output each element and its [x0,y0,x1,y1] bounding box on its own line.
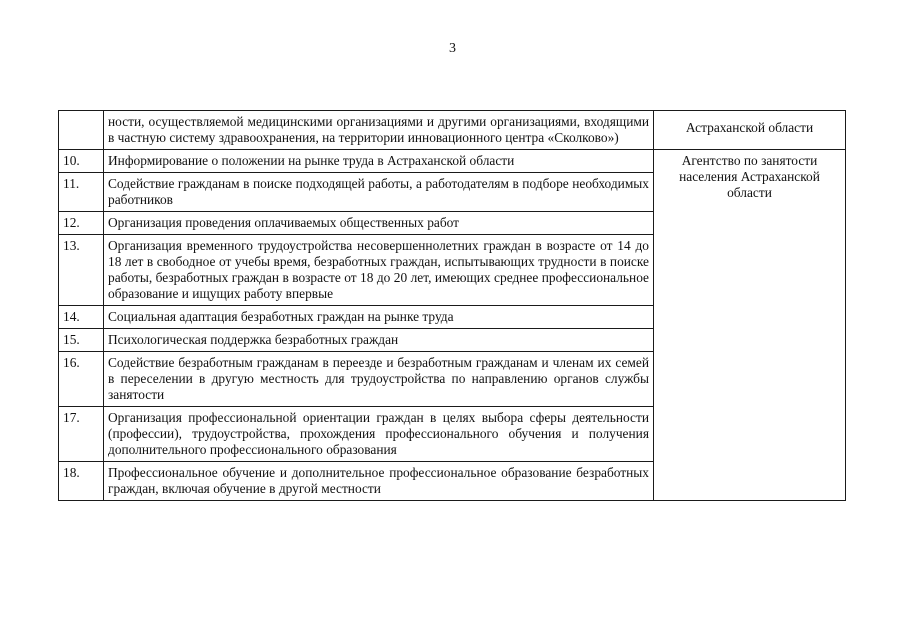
page-number: 3 [449,41,456,56]
service-description: Содействие гражданам в поиске подходящей работы, а работодателям в подборе необходимых работников [104,173,654,212]
service-description: Содействие безработным гражданам в переезде и безработным гражданам и членам их семей в переселении в другую местность для трудоустройства по направлению органов службы занятости [104,352,654,407]
row-number: 16. [59,352,104,407]
service-description: Организация временного трудоустройства несовершеннолетних граждан в возрасте от 14 до 18 лет в свободное от учебы время, безработных граждан, испытывающих трудности в поиске работы, безработных граждан в возрасте от 18 до 20 лет, имеющих среднее профессиональное образование и ищущих работу впервые [104,235,654,306]
responsible-organization-cell [654,111,846,150]
service-description: Социальная адаптация безработных граждан на рынке труда [104,306,654,329]
service-description: Психологическая поддержка безработных граждан [104,329,654,352]
responsible-organization: Астраханской области [685,120,814,135]
service-description: Информирование о положении на рынке труда в Астраханской области [104,150,654,173]
row-number: 18. [59,462,104,501]
row-number: 15. [59,329,104,352]
service-description: Профессиональное обучение и дополнительное профессиональное образование безработных граждан, включая обучение в другой местности [104,462,654,501]
row-number: 13. [59,235,104,306]
responsible-organization: Агентство по занятости населения Астраханской области [679,153,820,200]
service-description: Организация профессиональной ориентации граждан в целях выбора сферы деятельности (профессии), трудоустройства, прохождения профессионального обучения и получения дополнительного профессионального образования [104,407,654,462]
row-number: 10. [59,150,104,173]
services-table [58,110,846,501]
row-number: 17. [59,407,104,462]
row-number: 11. [59,173,104,212]
row-number: 14. [59,306,104,329]
row-number [59,111,104,150]
table-row [59,111,846,150]
service-description: ности, осуществляемой медицинскими организациями и другими организациями, входящими в частную систему здравоохранения, на территории инновационного центра «Сколково») [104,111,654,150]
responsible-organization-cell [654,150,846,501]
row-number: 12. [59,212,104,235]
table-row [59,150,846,173]
service-description: Организация проведения оплачиваемых общественных работ [104,212,654,235]
